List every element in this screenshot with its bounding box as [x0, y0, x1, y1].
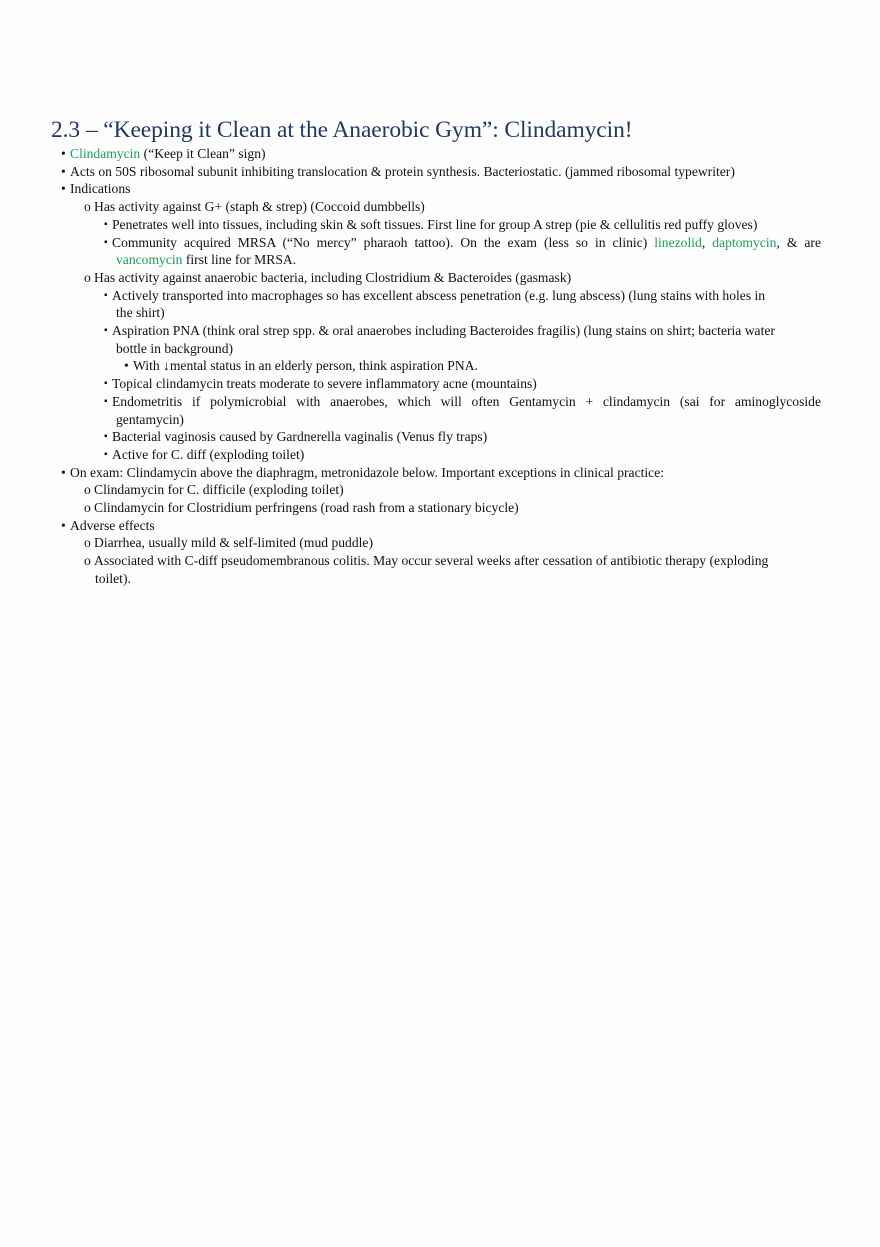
list-item-continuation: toilet).: [95, 570, 131, 586]
square-marker: ▪: [104, 378, 108, 390]
sub-marker: o: [84, 500, 91, 516]
bullet-marker: •: [61, 517, 66, 533]
drug-name: Clindamycin: [70, 146, 141, 161]
list-item: ▪ Penetrates well into tissues, including skin & soft tissues. First line for group A strep (pie & cellulitis red puffy gloves): [104, 216, 758, 232]
square-marker: ▪: [104, 448, 108, 460]
list-item: o Has activity against G+ (staph & strep) (Coccoid dumbbells): [84, 199, 425, 215]
bullet-marker: •: [61, 181, 66, 197]
list-item: o Diarrhea, usually mild & self-limited (mud puddle): [84, 535, 373, 551]
list-item: ▪ Aspiration PNA (think oral strep spp. & oral anaerobes including Bacteroides fragilis) (lung stains on shirt; bacteria water: [104, 323, 775, 339]
list-item: ▪ Community acquired MRSA (“No mercy” pharaoh tattoo). On the exam (less so in clinic) linezolid, daptomycin, & are: [104, 234, 821, 250]
list-item: • Adverse effects: [61, 517, 155, 533]
sub-marker: o: [84, 199, 91, 215]
list-item: ▪ Topical clindamycin treats moderate to severe inflammatory acne (mountains): [104, 376, 537, 392]
square-marker: ▪: [104, 218, 108, 230]
list-item: • With ↓mental status in an elderly person, think aspiration PNA.: [124, 358, 478, 374]
square-marker: ▪: [104, 236, 108, 248]
bullet-marker: •: [124, 358, 129, 374]
bullet-marker: •: [61, 163, 66, 179]
bullet-marker: •: [61, 464, 66, 480]
sub-marker: o: [84, 269, 91, 285]
list-item: ▪ Actively transported into macrophages so has excellent abscess penetration (e.g. lung abscess) (lung stains with holes in: [104, 287, 766, 303]
list-item-continuation: the shirt): [116, 305, 165, 321]
section-title: 2.3 – “Keeping it Clean at the Anaerobic Gym”: Clindamycin!: [51, 117, 633, 143]
list-item: ▪ Endometritis if polymicrobial with anaerobes, which will often Gentamycin + clindamycin (sai for aminoglycoside: [104, 393, 821, 409]
list-item: • On exam: Clindamycin above the diaphragm, metronidazole below. Important exceptions in clinical practice:: [61, 464, 665, 480]
sub-marker: o: [84, 535, 91, 551]
list-item: • Acts on 50S ribosomal subunit inhibiting translocation & protein synthesis. Bacteriostatic. (jammed ribosomal typewriter): [61, 163, 735, 179]
list-item: ▪ Active for C. diff (exploding toilet): [104, 446, 305, 462]
sub-marker: o: [84, 553, 91, 569]
drug-name: vancomycin: [116, 252, 183, 268]
list-item: o Clindamycin for Clostridium perfringens (road rash from a stationary bicycle): [84, 500, 519, 516]
square-marker: ▪: [104, 431, 108, 443]
drug-name: daptomycin: [712, 234, 777, 250]
drug-name: linezolid: [654, 234, 702, 250]
list-item: • Indications: [61, 181, 131, 197]
list-item: o Clindamycin for C. difficile (exploding toilet): [84, 482, 344, 498]
list-item: o Associated with C-diff pseudomembranous colitis. May occur several weeks after cessation of antibiotic therapy (exploding: [84, 553, 769, 569]
square-marker: ▪: [104, 325, 108, 337]
notes-body: [0, 145, 880, 588]
square-marker: ▪: [104, 289, 108, 301]
sub-marker: o: [84, 482, 91, 498]
list-item-continuation: gentamycin): [116, 411, 184, 427]
bullet-marker: •: [61, 146, 66, 161]
list-item: • Clindamycin (“Keep it Clean” sign): [61, 146, 266, 161]
list-item: o Has activity against anaerobic bacteria, including Clostridium & Bacteroides (gasmask): [84, 269, 572, 285]
list-item: ▪ Bacterial vaginosis caused by Gardnerella vaginalis (Venus fly traps): [104, 429, 488, 445]
list-item-continuation: bottle in background): [116, 340, 234, 356]
list-item-continuation: vancomycin first line for MRSA.: [116, 252, 297, 268]
square-marker: ▪: [104, 395, 108, 407]
